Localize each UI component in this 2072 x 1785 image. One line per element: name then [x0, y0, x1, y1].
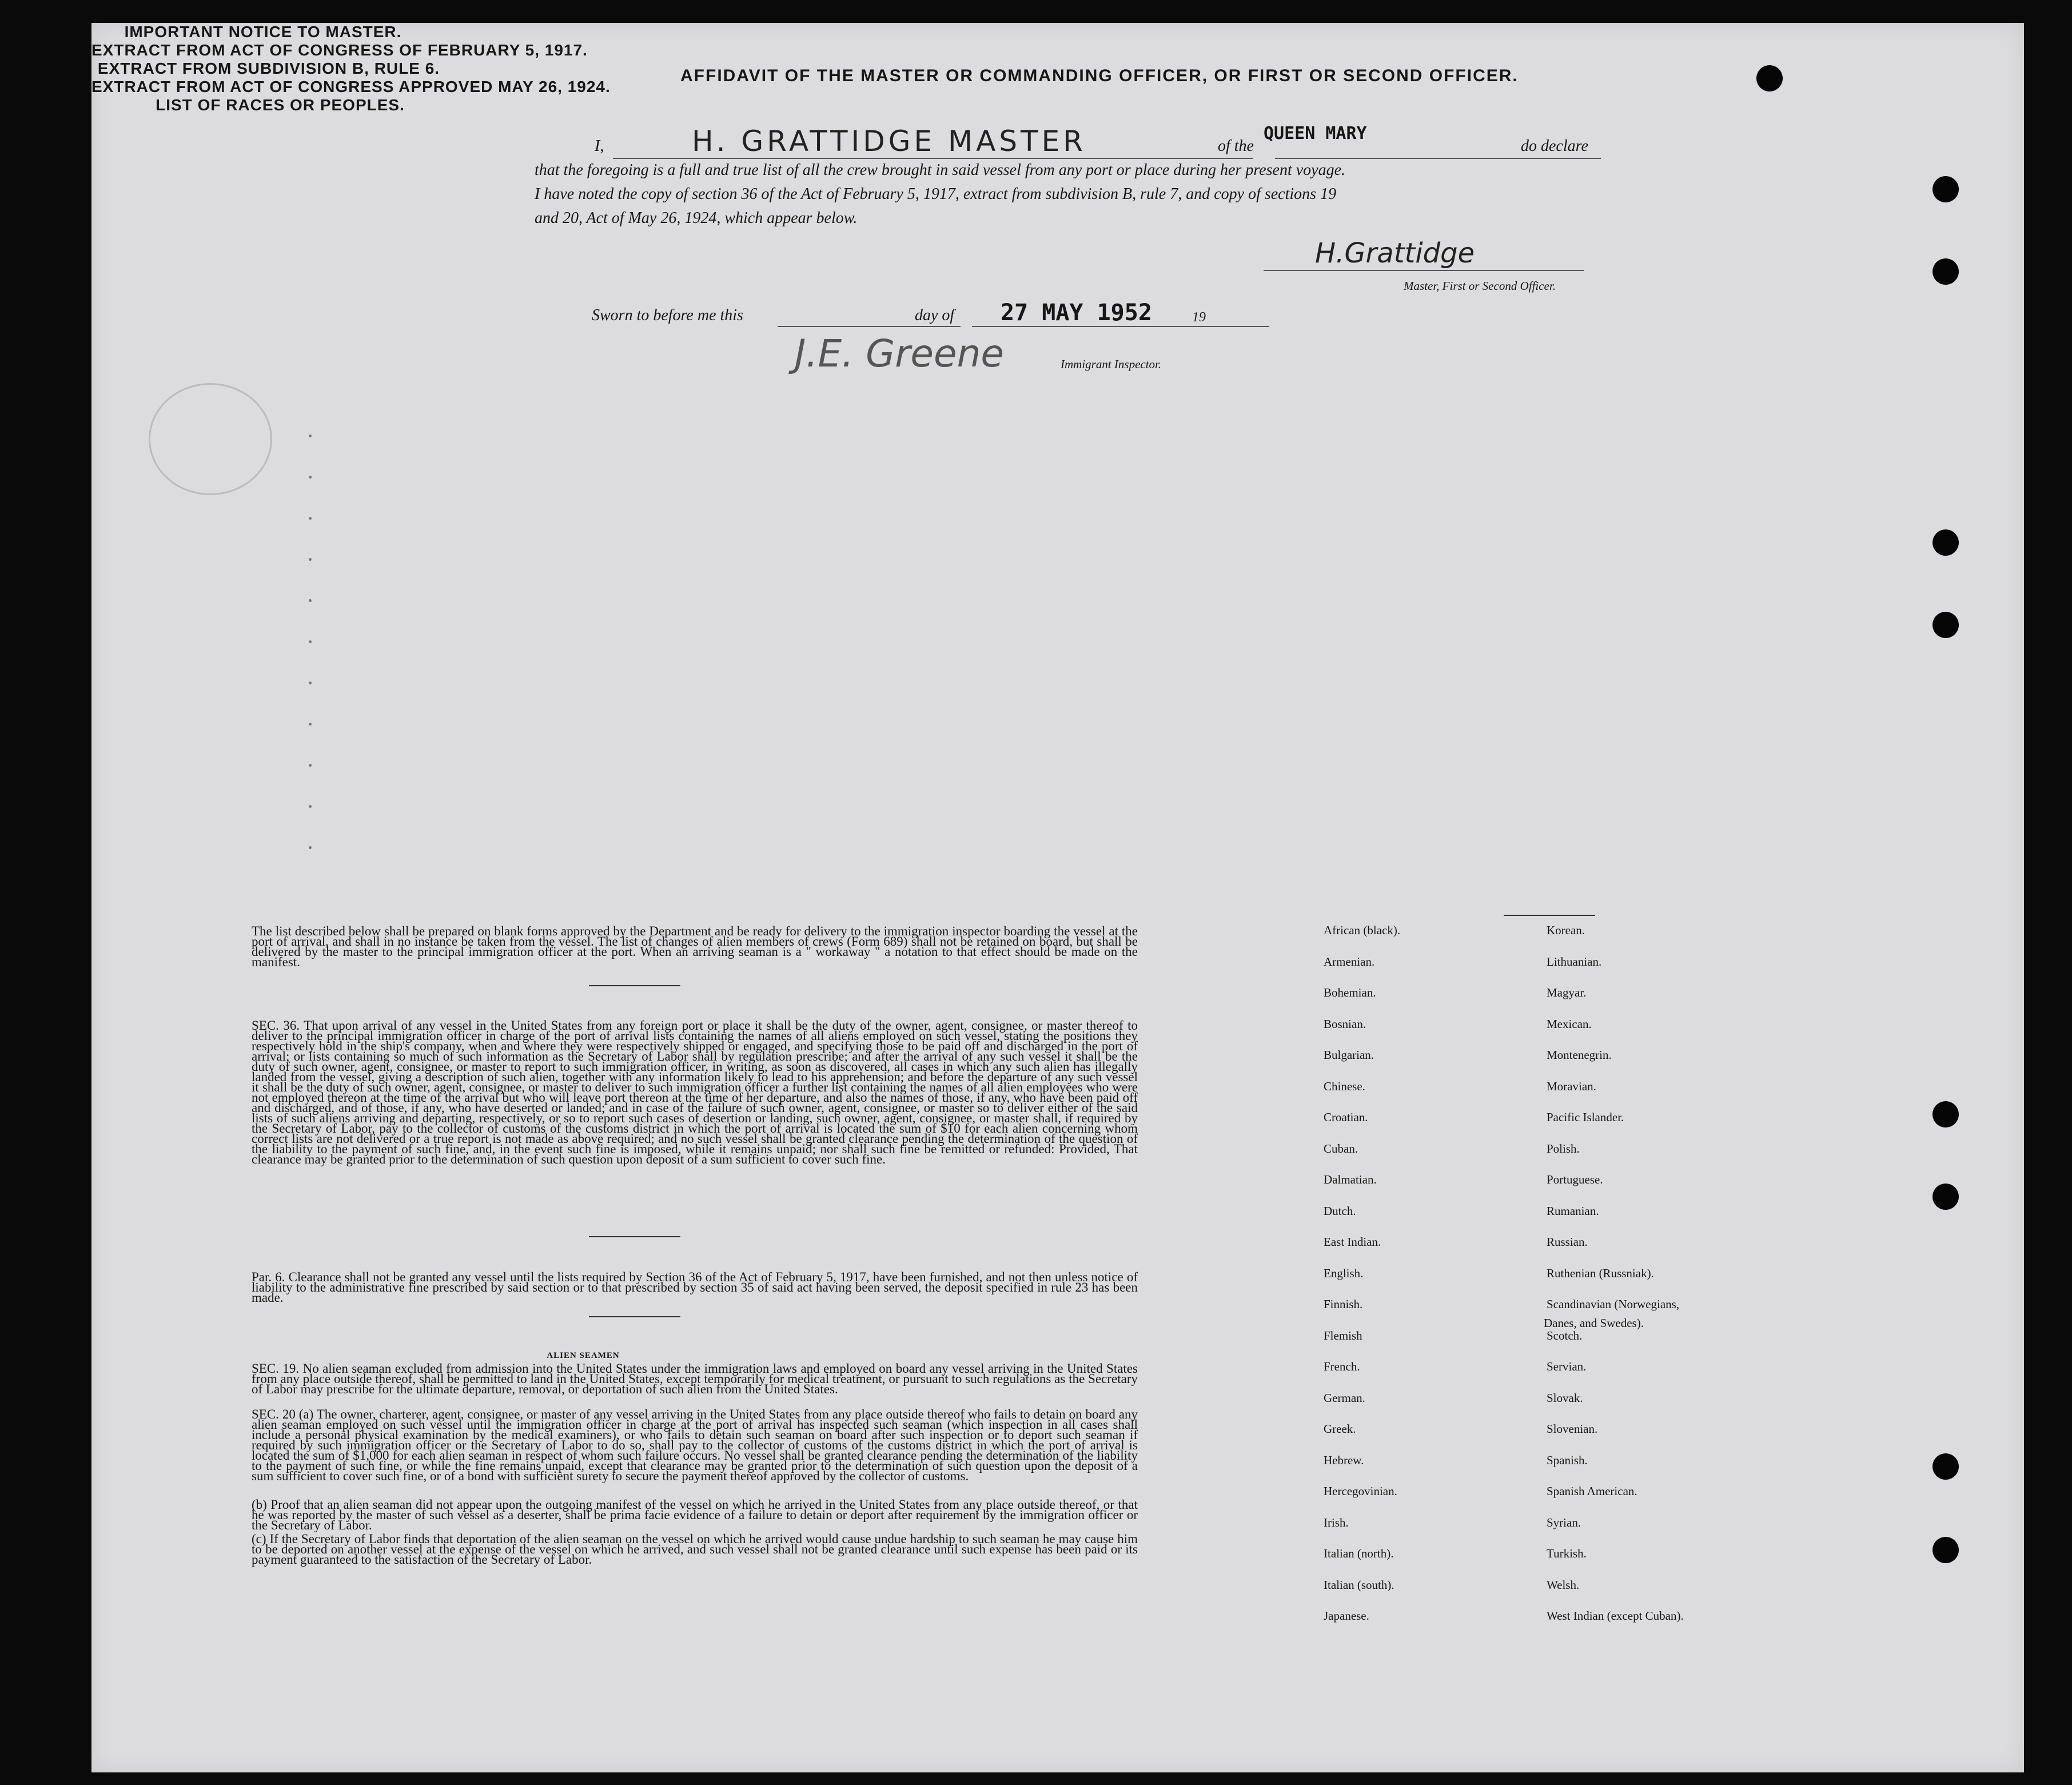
race-item: Slovak.	[1547, 1390, 1583, 1405]
form-row-dot	[309, 476, 312, 479]
race-item: Spanish American.	[1547, 1484, 1637, 1498]
inspector-signature: J.E. Greene	[795, 332, 1005, 376]
section-divider	[589, 1236, 680, 1237]
race-item: English.	[1324, 1266, 1364, 1280]
affidavit-title: AFFIDAVIT OF THE MASTER OR COMMANDING OFFICER, OR FIRST OR SECOND OFFICER.	[680, 66, 1519, 85]
extract-1917-title: EXTRACT FROM ACT OF CONGRESS OF FEBRUARY 5, 1917.	[91, 41, 588, 59]
race-item: Irish.	[1324, 1515, 1349, 1529]
punch-hole	[1932, 529, 1959, 556]
race-item: Slovenian.	[1547, 1422, 1598, 1436]
inspector-caption: Immigrant Inspector.	[1061, 357, 1162, 371]
date-stamp: 27 MAY 1952	[1001, 300, 1152, 326]
race-item: German.	[1324, 1390, 1365, 1405]
section-divider	[589, 985, 680, 986]
race-item: Rumanian.	[1547, 1204, 1599, 1218]
form-row-dot	[309, 723, 312, 726]
race-item: Syrian.	[1547, 1515, 1581, 1529]
sworn-day-line	[778, 326, 961, 327]
form-row-dot	[309, 435, 312, 437]
race-item: African (black).	[1324, 923, 1401, 937]
race-item: Armenian.	[1324, 954, 1375, 969]
punch-hole	[1932, 258, 1959, 285]
race-item: West Indian (except Cuban).	[1547, 1609, 1684, 1623]
punch-hole	[1932, 1184, 1959, 1210]
punch-hole	[1932, 612, 1959, 638]
extract-1917-text: SEC. 36. That upon arrival of any vessel in the United States from any foreign port or place it shall be the duty of the owner, agent, consignee, or master thereof to deliver to the principal immigration officer in charge of the port of arrival lists containing the names of all aliens employed on such vessel, stating the positions they respectively hold in the ship's company, when and where they were respectively shipped or engaged, and specifying those to be paid off and discharged in the port of arrival; or lists containing so much of such information as the Secretary of Labor shall by regulation prescribe; and after the arrival of any such vessel it shall be the duty of such owner, agent, consignee, or master to report to such immigration officer, in writing, as soon as discovered, all cases in which any such alien has illegally landed from the vessel, giving a description of such alien, together with any information likely to lead to his apprehension; and before the departure of any such vessel it shall be the duty of such owner, agent, consignee, or master to deliver to such immigration officer a further list containing the names of all alien employees who were not employed thereon at the time of the arrival but who will leave port thereon at the time of her departure, and also the names of those, if any, who have been paid off and discharged, and of those, if any, who have deserted or landed; and in case of the failure of such owner, agent, consignee, or master so to deliver either of the said lists of such aliens arriving and departing, respectively, or so to report such cases of desertion or landing, such owner, agent, consignee, or master shall, if required by the Secretary of Labor, pay to the collector of customs of the customs district in which the port of arrival is located the sum of $10 for each alien concerning whom correct lists are not delivered or a true report is not made as above required; and no such vessel shall be granted clearance pending the determination of the question of the liability to the payment of such fine, and, in the event such fine is imposed, while it remains unpaid; nor shall such fine be remitted or refunded: Provided, That clearance may be granted prior to the determination of such question upon deposit of a sum sufficient to cover such fine.	[252, 1018, 1138, 1166]
race-item: Japanese.	[1324, 1609, 1369, 1623]
document-page	[91, 23, 2024, 1772]
race-item: Lithuanian.	[1547, 954, 1602, 969]
race-item: Magyar.	[1547, 986, 1587, 999]
sec20b-text: (b) Proof that an alien seaman did not appear upon the outgoing manifest of the vessel on which he arrived in the United States from any place outside thereof, or that he was reported by the master of such vessel as a deserter, shall be prima facie evidence of a failure to detain or deport after requirement by the immigration officer or the Secretary of Labor.	[252, 1497, 1138, 1532]
sec19-text: SEC. 19. No alien seaman excluded from admission into the United States under the immigration laws and employed on board any vessel arriving in the United States from any place outside thereof, shall be permitted to land in the United States, except temporarily for medical treatment, or pursuant to such regulations as the Secretary of Labor may prescribe for the ultimate departure, removal, or deportation of such alien from the United States.	[252, 1361, 1138, 1396]
vessel-line	[1275, 158, 1601, 159]
race-item-continuation: Danes, and Swedes).	[1544, 1316, 1644, 1330]
race-item: Moravian.	[1547, 1079, 1596, 1093]
notice-title: IMPORTANT NOTICE TO MASTER.	[124, 23, 402, 41]
form-row-dot	[309, 682, 312, 684]
race-item: Bulgarian.	[1324, 1048, 1374, 1062]
race-item: Greek.	[1324, 1422, 1356, 1436]
year-prefix: 19	[1192, 310, 1206, 325]
sec20c-text: (c) If the Secretary of Labor finds that deportation of the alien seaman on the vessel on which he arrived would cause undue hardship to such seaman he may cause him to be deported on another vessel at the expense of the vessel on which he arrived, and such vessel shall not be granted clearance until such expense has been paid or its payment guaranteed to the satisfaction of the Secretary of Labor.	[252, 1532, 1138, 1567]
form-row-dot	[309, 640, 312, 643]
name-line	[613, 158, 1253, 159]
notice-text: The list described below shall be prepared on blank forms approved by the Department and be ready for delivery to the immigration inspector boarding the vessel at the port of arrival, and shall in no instance be taken from the vessel. The list of changes of alien members of crews (Form 689) shall not be retained on board, but shall be delivered by the master to the principal immigration officer at the port. When an arriving seaman is a " workaway " a notation to that effect should be made on the manifest.	[252, 924, 1138, 969]
race-item: Korean.	[1547, 923, 1585, 937]
race-item: Chinese.	[1324, 1079, 1365, 1093]
race-item: Welsh.	[1547, 1577, 1580, 1592]
sworn-label: Sworn to before me this	[592, 306, 743, 324]
race-item: Bohemian.	[1324, 986, 1376, 999]
signature-caption: Master, First or Second Officer.	[1404, 279, 1556, 293]
rule6-text: Par. 6. Clearance shall not be granted any vessel until the lists required by Section 36 of the Act of February 5, 1917, have been furnished, and not then unless notice of liability to the administrative fine prescribed by said section or to that prescribed by section 35 of said act having been served, the deposit specified in rule 23 has been made.	[252, 1270, 1138, 1305]
extract-1924-title: EXTRACT FROM ACT OF CONGRESS APPROVED MAY 26, 1924.	[91, 78, 611, 95]
sworn-month-line	[972, 326, 1269, 327]
form-row-dot	[309, 599, 312, 602]
sec20a-text: SEC. 20 (a) The owner, charterer, agent, consignee, or master of any vessel arriving in the United States from any place outside thereof who fails to detain on board any alien seaman employed on such vessel until the immigration officer in charge at the port of arrival has inspected such seaman (which inspection in all cases shall include a personal physical examination by the medical examiners), or who fails to detain such seaman on board after such inspection or to deport such seaman if required by such immigration officer or the Secretary of Labor to do so, shall pay to the collector of customs of the customs district in which the port of arrival is located the sum of $1,000 for each alien seaman in respect of whom such failure occurs. No vessel shall be granted clearance pending the determination of the liability to the payment of such fine, or while the fine remains unpaid, except that clearance may be granted prior to the determination of such question upon the deposit of a sum sufficient to cover such fine, or of a bond with sufficient surety to secure the payment thereof approved by the collector of customs.	[252, 1407, 1138, 1483]
race-item: Dutch.	[1324, 1204, 1356, 1218]
race-item: Hercegovinian.	[1324, 1484, 1397, 1498]
race-item: Pacific Islander.	[1547, 1110, 1624, 1124]
signature-line	[1264, 270, 1584, 271]
races-title-rule	[1504, 915, 1595, 916]
declarant-name: H. GRATTIDGE MASTER	[692, 125, 1086, 158]
section-divider	[589, 1316, 680, 1317]
race-item: East Indian.	[1324, 1235, 1381, 1249]
form-row-dot	[309, 764, 312, 767]
race-item: Scotch.	[1547, 1328, 1583, 1342]
alien-seamen-subtitle: ALIEN SEAMEN	[547, 1351, 620, 1360]
declarant-prefix: I,	[595, 137, 604, 155]
affidavit-line-3: and 20, Act of May 26, 1924, which appear below.	[535, 209, 858, 227]
race-item: Croatian.	[1324, 1110, 1368, 1124]
punch-hole	[1932, 1101, 1959, 1127]
form-row-dot	[309, 805, 312, 808]
race-item: Polish.	[1547, 1141, 1580, 1156]
race-item: Finnish.	[1324, 1297, 1363, 1311]
do-declare-label: do declare	[1521, 137, 1588, 155]
master-signature: H.Grattidge	[1315, 237, 1475, 269]
affidavit-line-2: I have noted the copy of section 36 of the Act of February 5, 1917, extract from subdivision B, rule 7, and copy of sections 19	[535, 185, 1337, 203]
punch-hole	[1932, 176, 1959, 202]
race-item: Italian (north).	[1324, 1547, 1394, 1560]
race-item: Italian (south).	[1324, 1577, 1394, 1592]
race-item: Flemish	[1324, 1328, 1362, 1342]
rule6-title: EXTRACT FROM SUBDIVISION B, RULE 6.	[97, 59, 440, 77]
vessel-name-stamp: QUEEN MARY	[1264, 123, 1367, 144]
race-item: Scandinavian (Norwegians,	[1547, 1297, 1680, 1311]
form-row-dot	[309, 517, 312, 520]
form-row-dot	[309, 846, 312, 849]
race-item: French.	[1324, 1360, 1360, 1373]
race-item: Bosnian.	[1324, 1017, 1366, 1031]
affidavit-line-1: that the foregoing is a full and true list of all the crew brought in said vessel from any port or place during her present voyage.	[535, 161, 1346, 179]
race-item: Ruthenian (Russniak).	[1547, 1266, 1654, 1280]
race-item: Hebrew.	[1324, 1453, 1364, 1467]
race-item: Spanish.	[1547, 1453, 1588, 1467]
race-item: Portuguese.	[1547, 1173, 1603, 1186]
race-item: Servian.	[1547, 1360, 1587, 1373]
of-the-label: of the	[1218, 137, 1254, 155]
faint-seal	[149, 383, 272, 495]
punch-hole	[1756, 65, 1783, 91]
day-of-label: day of	[915, 306, 955, 324]
punch-hole	[1932, 1537, 1959, 1563]
race-item: Montenegrin.	[1547, 1048, 1612, 1062]
form-row-dot	[309, 558, 312, 561]
race-item: Russian.	[1547, 1235, 1588, 1249]
punch-hole	[1932, 1453, 1959, 1480]
race-item: Turkish.	[1547, 1547, 1587, 1560]
race-item: Mexican.	[1547, 1017, 1592, 1031]
race-item: Dalmatian.	[1324, 1173, 1377, 1186]
races-title: LIST OF RACES OR PEOPLES.	[156, 96, 405, 114]
race-item: Cuban.	[1324, 1141, 1358, 1156]
